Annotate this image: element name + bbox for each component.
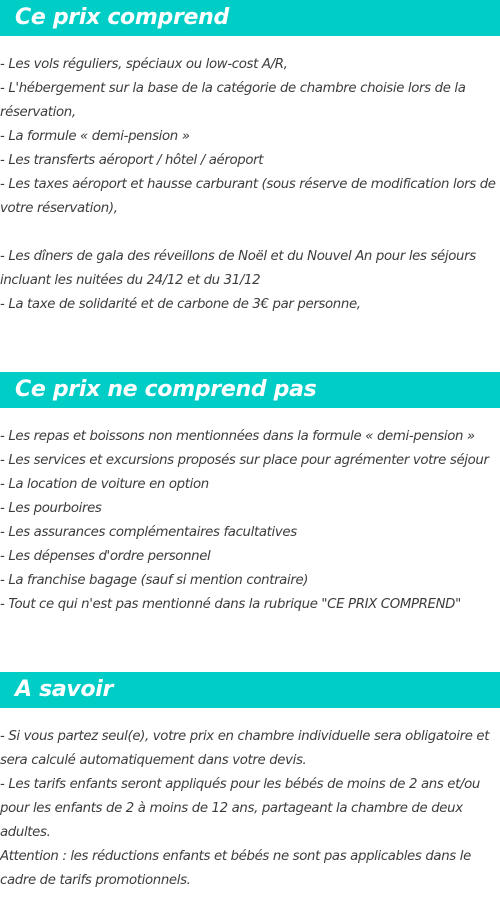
included-item: - L'hébergement sur la base de la catégorie de chambre choisie lors de la réservation, (0, 81, 466, 120)
not-included-item: - Les pourboires (0, 501, 102, 516)
not-included-title: Ce prix ne comprend pas (0, 372, 500, 408)
spacer (0, 221, 498, 245)
not-included-section (0, 372, 500, 617)
not-included-item: - Les repas et boissons non mentionnées dans la formule « demi-pension » (0, 429, 475, 444)
included-item: - Les dîners de gala des réveillons de Noël et du Nouvel An pour les séjours incluant les nuitées du 24/12 et du 31/12 (0, 249, 476, 288)
good-to-know-section (0, 672, 500, 893)
not-included-item: - La franchise bagage (sauf si mention contraire) (0, 573, 309, 588)
included-item: - La taxe de solidarité et de carbone de 3€ par personne, (0, 297, 361, 312)
good-to-know-item: Attention : les réductions enfants et bébés ne sont pas applicables dans le cadre de tarifs promotionnels. (0, 849, 471, 888)
not-included-item: - La location de voiture en option (0, 477, 209, 492)
good-to-know-item: - Si vous partez seul(e), votre prix en chambre individuelle sera obligatoire et sera calculé automatiquement dans votre devis. (0, 729, 490, 768)
included-title: Ce prix comprend (0, 0, 500, 36)
included-list (0, 36, 500, 317)
not-included-item: - Les assurances complémentaires facultatives (0, 525, 297, 540)
not-included-item: - Les services et excursions proposés sur place pour agrémenter votre séjour (0, 453, 489, 468)
good-to-know-title: A savoir (0, 672, 500, 708)
not-included-item: - Tout ce qui n'est pas mentionné dans la rubrique "CE PRIX COMPREND" (0, 597, 461, 612)
included-section (0, 0, 500, 317)
good-to-know-list (0, 708, 500, 893)
good-to-know-item: - Les tarifs enfants seront appliqués pour les bébés de moins de 2 ans et/ou pour les enfants de 2 à moins de 12 ans, partageant la chambre de deux adultes. (0, 777, 480, 840)
included-item: - La formule « demi-pension » (0, 129, 190, 144)
included-item: - Les vols réguliers, spéciaux ou low-cost A/R, (0, 57, 288, 72)
included-item: - Les transferts aéroport / hôtel / aéroport (0, 153, 264, 168)
not-included-list (0, 408, 500, 617)
not-included-item: - Les dépenses d'ordre personnel (0, 549, 211, 564)
included-item: - Les taxes aéroport et hausse carburant (sous réserve de modification lors de votre réservation), (0, 177, 496, 216)
